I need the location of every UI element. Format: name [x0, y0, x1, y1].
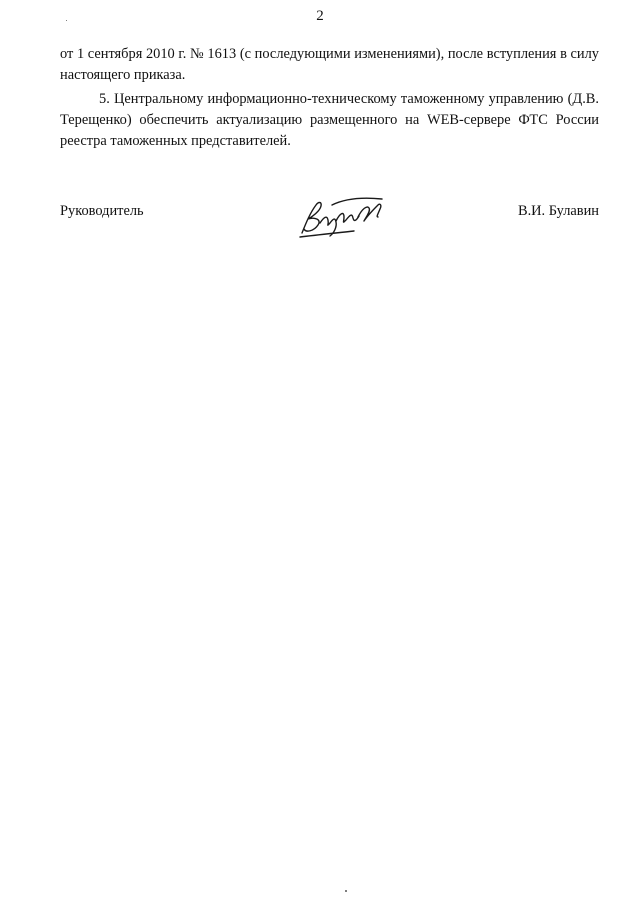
paragraph-item-5: 5. Центральному информационно-техническому таможенному управлению (Д.В. Терещенко) обеспечить актуализацию размещенного на WEB-сервере ФТС России реестра таможенных представителей. — [60, 91, 599, 149]
paragraph-continuation: от 1 сентября 2010 г. № 1613 (с последующими изменениями), после вступления в силу настоящего приказа. — [60, 46, 599, 83]
signer-title: Руководитель — [60, 203, 144, 219]
handwritten-signature — [296, 193, 392, 239]
signer-name: В.И. Булавин — [517, 203, 599, 219]
scan-speck — [345, 890, 347, 892]
signature-block — [60, 193, 599, 243]
page-number: 2 — [316, 8, 324, 24]
scan-speck — [66, 20, 67, 21]
